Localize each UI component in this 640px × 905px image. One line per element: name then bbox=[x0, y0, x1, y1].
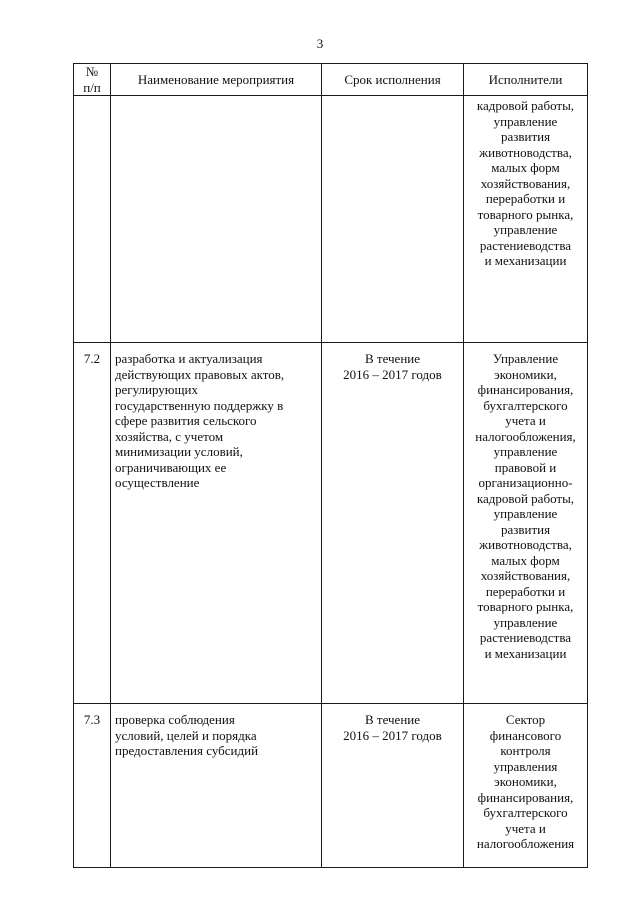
executor-line: развития bbox=[500, 521, 551, 537]
name-line: минимизации условий, bbox=[115, 444, 243, 459]
executor-line: бухгалтерского bbox=[483, 397, 568, 413]
executor-line: управление bbox=[493, 506, 558, 521]
page-number: 3 bbox=[316, 36, 324, 51]
executor-line: и механизации bbox=[484, 253, 567, 268]
row-term bbox=[322, 343, 464, 704]
executor-line: товарного рынка, bbox=[477, 206, 574, 222]
row-num: 7.2 bbox=[74, 343, 111, 704]
header-executors: Исполнители bbox=[464, 64, 588, 96]
executor-line: малых форм bbox=[491, 160, 560, 175]
executor-line: управления bbox=[493, 758, 558, 774]
header-num-line-2: п/п bbox=[83, 79, 101, 95]
name-line: проверка соблюдения bbox=[115, 712, 235, 727]
name-line: ограничивающих ее bbox=[115, 459, 227, 475]
row-term bbox=[322, 704, 464, 868]
header-num-line-1: № bbox=[85, 64, 99, 79]
executor-line: учета и bbox=[505, 413, 546, 428]
executor-line: малых форм bbox=[491, 552, 560, 568]
row-executors bbox=[464, 343, 588, 704]
executor-line: финансового bbox=[489, 727, 562, 743]
row-term bbox=[322, 96, 464, 343]
executor-line: бухгалтерского bbox=[483, 805, 568, 820]
name-line: осуществление bbox=[115, 475, 200, 490]
executor-line: переработки и bbox=[485, 583, 566, 599]
executor-line: налогообложения, bbox=[475, 428, 576, 444]
executor-line: управление bbox=[493, 113, 558, 129]
table-row bbox=[74, 343, 588, 704]
name-line: разработка и актуализация bbox=[115, 351, 263, 366]
term-line: 2016 – 2017 годов bbox=[343, 366, 442, 382]
executor-line: Сектор bbox=[505, 712, 546, 727]
executor-line: финансирования, bbox=[477, 789, 574, 805]
header-name: Наименование мероприятия bbox=[111, 64, 322, 96]
executor-line: правовой и bbox=[494, 459, 557, 475]
name-line: условий, целей и порядка bbox=[115, 727, 257, 743]
executor-line: переработки и bbox=[485, 191, 566, 206]
executor-line: хозяйствования, bbox=[480, 568, 571, 583]
header-term: Срок исполнения bbox=[322, 64, 464, 96]
executor-line: экономики, bbox=[494, 774, 557, 789]
table-header-row bbox=[74, 64, 588, 96]
executor-line: животноводства, bbox=[479, 144, 572, 160]
name-line: действующих правовых актов, bbox=[115, 366, 285, 382]
table-row bbox=[74, 704, 588, 868]
name-line: сфере развития сельского bbox=[115, 413, 257, 428]
executor-line: управление bbox=[493, 614, 558, 630]
executor-line: контроля bbox=[500, 743, 551, 758]
executor-line: растениеводства bbox=[479, 630, 572, 645]
executor-line: товарного рынка, bbox=[477, 599, 574, 614]
row-num: 7.3 bbox=[74, 704, 111, 868]
executor-line: финансирования, bbox=[477, 382, 574, 397]
table-row bbox=[74, 96, 588, 343]
row-executors bbox=[464, 704, 588, 868]
activities-table bbox=[73, 63, 588, 868]
executor-line: растениеводства bbox=[479, 237, 572, 253]
term-line: В течение bbox=[364, 351, 421, 366]
row-name bbox=[111, 96, 322, 343]
row-name bbox=[111, 343, 322, 704]
name-line: предоставления субсидий bbox=[115, 743, 259, 758]
executor-line: организационно- bbox=[478, 475, 573, 490]
name-line: хозяйства, с учетом bbox=[115, 428, 224, 444]
executor-line: развития bbox=[500, 129, 551, 144]
row-executors bbox=[464, 96, 588, 343]
name-line: государственную поддержку в bbox=[115, 397, 284, 413]
executor-line: управление bbox=[493, 222, 558, 237]
executor-line: налогообложения bbox=[476, 836, 575, 851]
executor-line: хозяйствования, bbox=[480, 175, 571, 191]
executor-line: и механизации bbox=[484, 645, 567, 661]
executor-line: экономики, bbox=[494, 366, 557, 382]
term-line: В течение bbox=[364, 712, 421, 727]
executor-line: управление bbox=[493, 444, 558, 459]
executor-line: животноводства, bbox=[479, 537, 572, 552]
header-num bbox=[74, 64, 111, 96]
executor-line: кадровой работы, bbox=[476, 490, 575, 506]
name-line: регулирующих bbox=[115, 382, 198, 397]
executor-line: Управление bbox=[492, 351, 559, 366]
executor-line: кадровой работы, bbox=[476, 98, 575, 113]
row-name bbox=[111, 704, 322, 868]
row-num bbox=[74, 96, 111, 343]
term-line: 2016 – 2017 годов bbox=[343, 727, 442, 743]
executor-line: учета и bbox=[505, 820, 546, 836]
